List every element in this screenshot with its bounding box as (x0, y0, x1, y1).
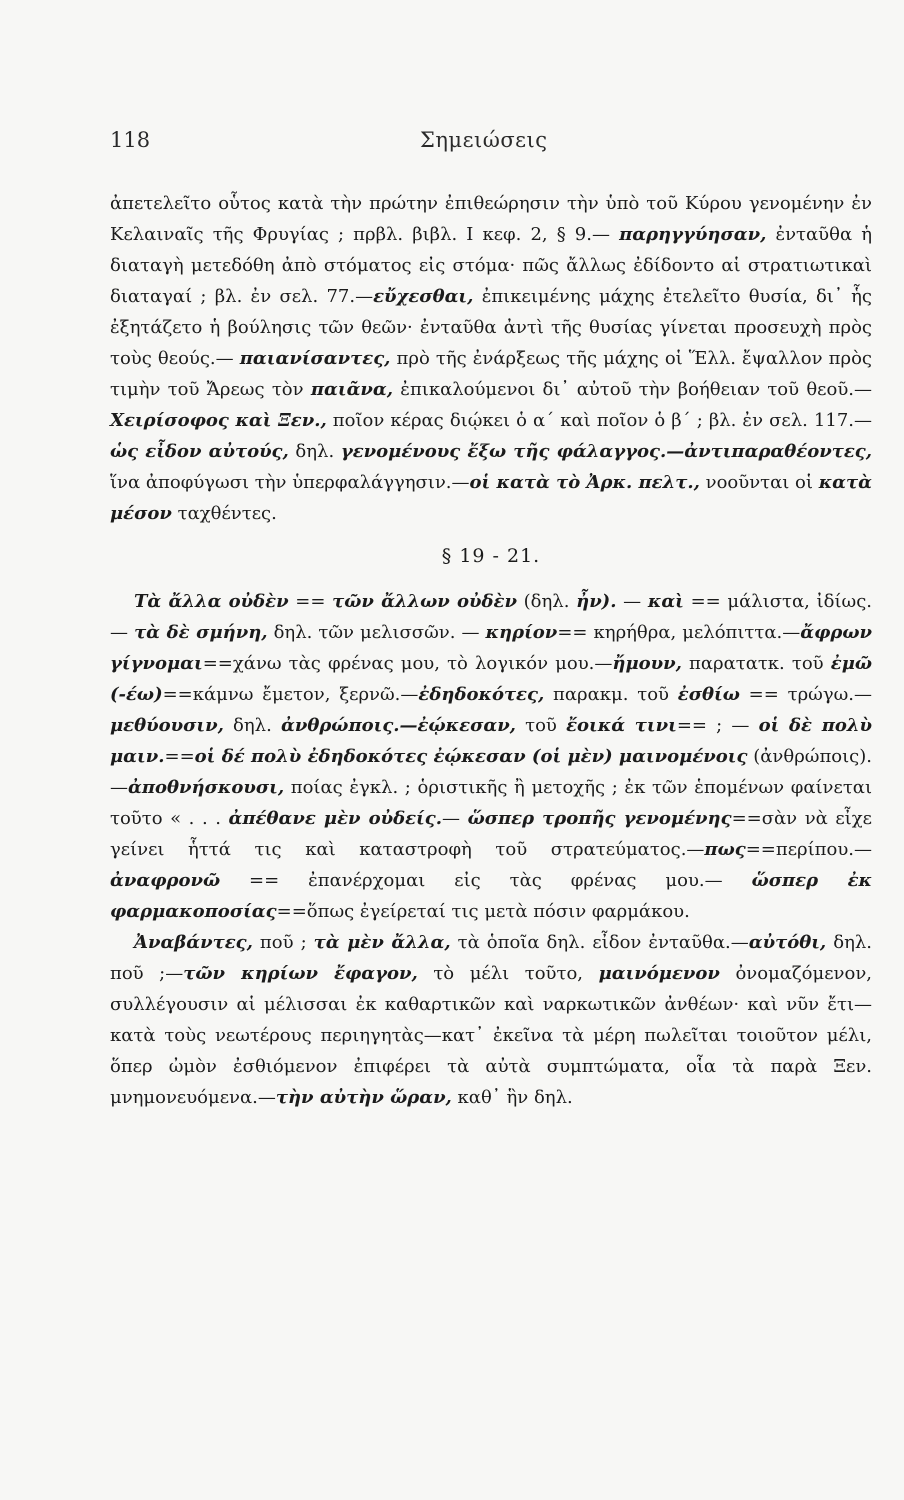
emphasized-term: Χειρίσοφος καὶ Ξεν., (110, 410, 327, 431)
text-run: ἐνταῦθα ἡ διαταγὴ μετεδόθη ἀπὸ στόματος εἰς στόμα· πῶς ἄλλως ἐδίδοντο αἱ στρατιωτικαὶ διαταγαί ; βλ. ἐν σελ. 77.— (110, 224, 872, 307)
section-heading: § 19 - 21. (441, 545, 541, 567)
emphasized-term: παρηγγύησαν, (619, 224, 767, 245)
text-run: ὀνομαζόμενον, συλλέγουσιν αἱ μέλισσαι ἐκ καθαρτικῶν καὶ ναρκωτικῶν ἀνθέων· καὶ νῦν ἔτι—κατὰ τοὺς νεωτέρους περιηγητὰς—κατ᾽ ἐκεῖνα τὰ μέρη πωλεῖται τοιοῦτον μέλι, ὅπερ ὠμὸν ἐσθιόμενον ἐπιφέρει τὰ αὐτὰ συμπτώματα, οἷα τὰ παρὰ Ξεν. μνημονευόμενα.— (110, 963, 872, 1108)
text-run: — (442, 808, 468, 829)
page-header (110, 128, 870, 164)
emphasized-term: ἔοικά τινι (566, 715, 677, 736)
notes-paragraph-2 (110, 586, 872, 927)
emphasized-term: ἄφρων γίγνομαι (110, 622, 872, 674)
emphasized-term: Τὰ ἄλλα οὐδὲν (134, 591, 289, 612)
emphasized-term: γενομένους ἔξω τῆς φάλαγγος.—ἀντιπαραθέοντες, (340, 441, 872, 462)
text-run: παρακμ. τοῦ (544, 684, 678, 705)
emphasized-term: ἀνθρώποις.—ἐῴκεσαν, (280, 715, 516, 736)
text-run: δηλ. τῶν μελισσῶν. — (267, 622, 486, 643)
emphasized-term: τῶν κηρίων ἔφαγον, (183, 963, 418, 984)
emphasized-term: κατὰ μέσον (110, 472, 872, 524)
text-run: == τρώγω.— (739, 684, 873, 705)
emphasized-term: κηρίον (485, 622, 558, 643)
text-run: ==περίπου.— (745, 839, 872, 860)
text-run: ταχθέντες. (171, 503, 277, 524)
text-run: == (288, 591, 333, 612)
running-title: Σημειώσεις (420, 128, 548, 152)
text-run: δηλ. (223, 715, 281, 736)
emphasized-term: πως (704, 839, 746, 860)
emphasized-term: τὰ μὲν ἄλλα, (313, 932, 451, 953)
text-run: == κηρήθρα, μελόπιττα.— (557, 622, 801, 643)
emphasized-term: ὡς εἶδον αὐτούς, (110, 441, 289, 462)
text-run: ἐπικαλούμενοι δι᾽ αὐτοῦ τὴν βοήθειαν τοῦ θεοῦ.— (393, 379, 872, 400)
emphasized-term: εὔχεσθαι, (373, 286, 474, 307)
text-run: ἐπικειμένης μάχης ἐτελεῖτο θυσία, δι᾽ ἧς ἐξητάζετο ἡ βούλησις τῶν θεῶν· ἐνταῦθα ἀντὶ τῆς θυσίας γίνεται προσευχὴ πρὸς τοὺς θεούς.— (110, 286, 873, 369)
emphasized-term: τὴν αὐτὴν ὥραν, (275, 1087, 452, 1108)
text-run: ποῖον κέρας διῴκει ὁ α΄ καὶ ποῖον ὁ β΄ ; βλ. ἐν σελ. 117.— (326, 410, 872, 431)
emphasized-term: ἤμουν, (612, 653, 682, 674)
notes-paragraph-3 (110, 927, 872, 1113)
page-number: 118 (110, 128, 151, 152)
text-run: τοῦ (515, 715, 567, 736)
emphasized-term: ἐσθίω (677, 684, 740, 705)
emphasized-term: παιᾶνα, (310, 379, 394, 400)
text-run: == ; — (676, 715, 759, 736)
text-run: ==κάμνω ἔμετον, ξερνῶ.— (162, 684, 419, 705)
text-run: ==ὅπως ἐγείρεταί τις μετὰ πόσιν φαρμάκου. (276, 901, 690, 922)
text-run: πρὸ τῆς ἐνάρξεως τῆς μάχης οἱ Ἕλλ. ἔψαλλον πρὸς τιμὴν τοῦ Ἄρεως τὸν (110, 348, 873, 400)
emphasized-term: ἀποθνήσκουσι, (128, 777, 285, 798)
text-run: == (164, 746, 195, 767)
emphasized-term: ἦν). (576, 591, 617, 612)
text-run: — (616, 591, 648, 612)
emphasized-term: Ἀναβάντες, (134, 932, 253, 953)
emphasized-term: ἀναφρονῶ (110, 870, 221, 891)
text-run: (δηλ. (516, 591, 577, 612)
text-run: τὰ ὁποῖα δηλ. εἶδον ἐνταῦθα.— (450, 932, 749, 953)
notes-paragraph-1 (110, 188, 872, 529)
text-run: νοοῦνται οἱ (699, 472, 819, 493)
emphasized-term: οἱ κατὰ τὸ Ἀρκ. πελτ., (469, 472, 700, 493)
emphasized-term: οἱ δέ πολὺ ἐδηδοκότες ἐῴκεσαν (οἱ μὲν) μαινομένοις (194, 746, 748, 767)
text-run: ἀπετελεῖτο οὗτος κατὰ τὴν πρώτην ἐπιθεώρησιν τὴν ὑπὸ τοῦ Κύρου γενομένην ἐν Κελαιναῖς τῆς Φρυγίας ; πρβλ. βιβλ. Ι κεφ. 2, § 9.— (110, 193, 872, 245)
emphasized-term: ἀπέθανε μὲν οὐδείς. (228, 808, 442, 829)
text-run: == ἐπανέρχομαι εἰς τὰς φρένας μου.— (220, 870, 752, 891)
text-run: ποίας ἐγκλ. ; ὁριστικῆς ἢ μετοχῆς ; ἐκ τῶν ἑπομένων φαίνεται τοῦτο « . . . (110, 777, 872, 829)
text-run: == μάλιστα, ἰδίως. — (110, 591, 872, 643)
text-run: ποῦ ; (252, 932, 314, 953)
emphasized-term: ὥσπερ ἐκ φαρμακοποσίας (110, 870, 872, 922)
emphasized-term: αὐτόθι, (748, 932, 827, 953)
emphasized-term: ἐμῶ (-έω) (110, 653, 873, 705)
emphasized-term: τῶν ἄλλων οὐδὲν (332, 591, 517, 612)
text-run: δηλ. (288, 441, 341, 462)
emphasized-term: ἐδηδοκότες, (418, 684, 545, 705)
text-run: τὸ μέλι τοῦτο, (417, 963, 599, 984)
emphasized-term: παιανίσαντες, (239, 348, 391, 369)
page-body (110, 188, 872, 1113)
text-run: (ἀνθρώποις).— (110, 746, 872, 798)
text-run: καθ᾽ ἣν δηλ. (451, 1087, 573, 1108)
text-run: δηλ. ποῦ ;— (110, 932, 872, 984)
text-run: ==σὰν νὰ εἶχε γείνει ἧττά τις καὶ καταστροφὴ τοῦ στρατεύματος.— (110, 808, 872, 860)
emphasized-term: τὰ δὲ σμήνη, (134, 622, 268, 643)
emphasized-term: καὶ (647, 591, 684, 612)
text-run: ἵνα ἀποφύγωσι τὴν ὑπερφαλάγγησιν.— (110, 472, 470, 493)
text-run: παρατατκ. τοῦ (681, 653, 831, 674)
emphasized-term: μαινόμενον (598, 963, 720, 984)
text-run: ==χάνω τὰς φρένας μου, τὸ λογικόν μου.— (202, 653, 613, 674)
emphasized-term: ὥσπερ τροπῆς γενομένης (467, 808, 732, 829)
emphasized-term: μεθύουσιν, (110, 715, 224, 736)
emphasized-term: οἱ δὲ πολὺ μαιν. (110, 715, 872, 767)
